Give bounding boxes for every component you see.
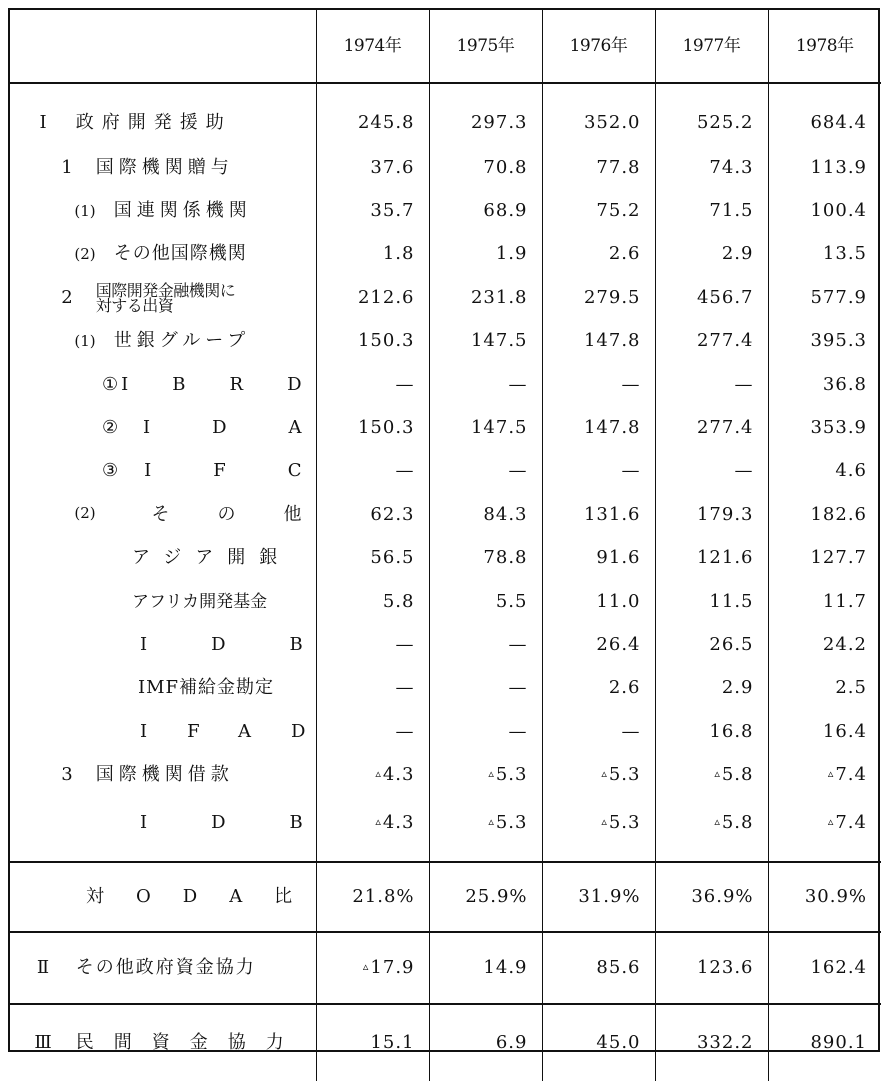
row-label bbox=[10, 320, 316, 363]
cell-value: 279.5 bbox=[542, 276, 655, 319]
cell-value: 162.4 bbox=[768, 932, 881, 1004]
cell-value: 179.3 bbox=[655, 493, 768, 536]
cell-value: 577.9 bbox=[768, 276, 881, 319]
table-row bbox=[10, 797, 881, 862]
row-label bbox=[10, 276, 316, 319]
row-text: 民間資金協力 bbox=[75, 1031, 304, 1053]
row-number: 3 bbox=[61, 764, 73, 786]
table-row bbox=[10, 233, 881, 276]
row-text: IFC bbox=[144, 460, 364, 482]
cell-value: 147.5 bbox=[429, 406, 542, 449]
row-number: Ⅲ bbox=[34, 1031, 52, 1053]
cell-value: 45.0 bbox=[542, 1004, 655, 1081]
cell-value: — bbox=[542, 363, 655, 406]
cell-value: 297.3 bbox=[429, 83, 542, 146]
cell-number: 5.8 bbox=[721, 811, 754, 833]
cell-value: 35.7 bbox=[316, 189, 429, 232]
table-row bbox=[10, 862, 881, 932]
cell-value: 212.6 bbox=[316, 276, 429, 319]
cell-value: 456.7 bbox=[655, 276, 768, 319]
row-text: 国連関係機関 bbox=[113, 200, 252, 222]
row-number: ① bbox=[102, 373, 119, 395]
cell-value: 2.6 bbox=[542, 233, 655, 276]
row-label bbox=[10, 406, 364, 449]
cell-value: 26.4 bbox=[542, 623, 655, 666]
cell-value: 5.8 bbox=[316, 580, 429, 623]
row-text: アフリカ開発基金 bbox=[132, 591, 268, 612]
cell-value-negative bbox=[655, 753, 768, 796]
cell-value: 11.0 bbox=[542, 580, 655, 623]
table-row bbox=[10, 932, 881, 1004]
cell-value: — bbox=[316, 710, 429, 753]
row-number: ③ bbox=[102, 460, 119, 482]
cell-value: 75.2 bbox=[542, 189, 655, 232]
negative-mark: ▵ bbox=[488, 767, 495, 781]
cell-number: 5.3 bbox=[608, 811, 641, 833]
cell-value: 70.8 bbox=[429, 146, 542, 189]
cell-value: 11.5 bbox=[655, 580, 768, 623]
cell-value: — bbox=[429, 623, 542, 666]
cell-value: 15.1 bbox=[316, 1004, 429, 1081]
negative-mark: ▵ bbox=[375, 814, 382, 828]
cell-value: 352.0 bbox=[542, 83, 655, 146]
negative-mark: ▵ bbox=[601, 814, 608, 828]
row-label-spread bbox=[72, 503, 350, 525]
row-label bbox=[10, 233, 316, 276]
header-blank bbox=[10, 10, 316, 83]
row-text: 国際機関借款 bbox=[95, 764, 234, 786]
cell-value: 85.6 bbox=[542, 932, 655, 1004]
cell-value: 1.9 bbox=[429, 233, 542, 276]
negative-mark: ▵ bbox=[714, 814, 721, 828]
cell-value: 62.3 bbox=[316, 493, 429, 536]
header-year: 1974年 bbox=[316, 10, 429, 83]
cell-value: 2.9 bbox=[655, 667, 768, 710]
row-label bbox=[10, 753, 316, 796]
table-row bbox=[10, 83, 881, 146]
cell-value-negative bbox=[429, 753, 542, 796]
header-year: 1976年 bbox=[542, 10, 655, 83]
cell-value: 890.1 bbox=[768, 1004, 881, 1081]
table-row bbox=[10, 710, 881, 753]
table-row bbox=[10, 580, 881, 623]
row-text-line1: 国際開発金融機関に bbox=[95, 280, 236, 300]
cell-value: 1.8 bbox=[316, 233, 429, 276]
oda-ratio-section bbox=[10, 862, 881, 932]
row-number: 2 bbox=[61, 286, 73, 308]
row-text: IDB bbox=[140, 633, 367, 655]
cell-value: 245.8 bbox=[316, 83, 429, 146]
cell-value: 5.5 bbox=[429, 580, 542, 623]
cell-number: 5.8 bbox=[721, 764, 754, 786]
table-row bbox=[10, 276, 881, 319]
cell-value: 37.6 bbox=[316, 146, 429, 189]
cell-value: 121.6 bbox=[655, 537, 768, 580]
cell-value: 24.2 bbox=[768, 623, 881, 666]
cell-value: 123.6 bbox=[655, 932, 768, 1004]
cell-value-negative bbox=[542, 797, 655, 862]
row-text: その他国際機関 bbox=[113, 243, 247, 265]
cell-value: — bbox=[429, 667, 542, 710]
header-year: 1977年 bbox=[655, 10, 768, 83]
cell-value: 150.3 bbox=[316, 320, 429, 363]
table-row bbox=[10, 1004, 881, 1081]
negative-mark: ▵ bbox=[375, 767, 382, 781]
row-text-line2: 対する出資 bbox=[95, 295, 174, 315]
row-text: その他 bbox=[151, 503, 350, 525]
cell-value: 16.8 bbox=[655, 710, 768, 753]
cell-value-negative bbox=[768, 797, 881, 862]
cell-percent: 25.9% bbox=[429, 862, 542, 932]
row-number: ② bbox=[102, 417, 119, 439]
row-text: 国際機関贈与 bbox=[95, 156, 234, 178]
other-gov-section bbox=[10, 932, 881, 1004]
cell-value-negative bbox=[316, 753, 429, 796]
cell-value: 113.9 bbox=[768, 146, 881, 189]
cell-value: — bbox=[316, 623, 429, 666]
cell-value: 13.5 bbox=[768, 233, 881, 276]
table-row bbox=[10, 406, 881, 449]
row-text: IDA bbox=[142, 417, 364, 439]
table-row bbox=[10, 623, 881, 666]
cell-number: 7.4 bbox=[835, 811, 867, 833]
cell-value: 68.9 bbox=[429, 189, 542, 232]
table-row bbox=[10, 320, 881, 363]
table-row bbox=[10, 537, 881, 580]
row-label bbox=[10, 493, 350, 536]
row-label bbox=[10, 146, 316, 189]
row-label bbox=[10, 537, 316, 580]
header-year: 1978年 bbox=[768, 10, 881, 83]
row-number: (1) bbox=[74, 202, 96, 221]
negative-mark: ▵ bbox=[714, 767, 721, 781]
cell-percent: 36.9% bbox=[655, 862, 768, 932]
cell-value: 6.9 bbox=[429, 1004, 542, 1081]
table-row bbox=[10, 363, 881, 406]
row-label bbox=[10, 797, 367, 862]
cell-number: 7.4 bbox=[835, 764, 867, 786]
table-row bbox=[10, 146, 881, 189]
cell-value: 14.9 bbox=[429, 932, 542, 1004]
row-label bbox=[10, 450, 364, 493]
cell-value: 84.3 bbox=[429, 493, 542, 536]
row-label-spread bbox=[102, 373, 346, 395]
row-label bbox=[10, 189, 316, 232]
row-label bbox=[10, 862, 325, 932]
cell-value-negative bbox=[316, 932, 429, 1004]
table-row bbox=[10, 493, 881, 536]
cell-value: — bbox=[316, 363, 429, 406]
negative-mark: ▵ bbox=[827, 814, 835, 828]
cell-value: 56.5 bbox=[316, 537, 429, 580]
row-label-spread bbox=[102, 417, 364, 439]
cell-value: 182.6 bbox=[768, 493, 881, 536]
cell-value: 332.2 bbox=[655, 1004, 768, 1081]
table-row bbox=[10, 450, 881, 493]
row-text: IDB bbox=[140, 811, 367, 833]
cell-value: — bbox=[429, 710, 542, 753]
cell-percent: 30.9% bbox=[768, 862, 881, 932]
cell-value: 100.4 bbox=[768, 189, 881, 232]
row-text-two-line bbox=[95, 280, 236, 315]
row-number: (2) bbox=[74, 503, 96, 522]
row-text: IFAD bbox=[140, 720, 346, 742]
negative-mark: ▵ bbox=[827, 767, 835, 781]
cell-value: 77.8 bbox=[542, 146, 655, 189]
row-label bbox=[10, 710, 346, 753]
main-rows bbox=[10, 83, 881, 862]
cell-value: 147.5 bbox=[429, 320, 542, 363]
cell-value: 36.8 bbox=[768, 363, 881, 406]
cell-value: — bbox=[429, 363, 542, 406]
row-label bbox=[10, 1004, 316, 1081]
row-text: アジア開銀 bbox=[132, 547, 292, 569]
row-number: (1) bbox=[74, 332, 96, 351]
cell-value: 2.6 bbox=[542, 667, 655, 710]
cell-value: 395.3 bbox=[768, 320, 881, 363]
cell-value: 131.6 bbox=[542, 493, 655, 536]
cell-value: — bbox=[316, 667, 429, 710]
cell-value: 277.4 bbox=[655, 320, 768, 363]
cell-value: — bbox=[542, 710, 655, 753]
table-row bbox=[10, 189, 881, 232]
cell-value: 91.6 bbox=[542, 537, 655, 580]
header-year: 1975年 bbox=[429, 10, 542, 83]
row-text: 政府開発援助 bbox=[75, 112, 232, 133]
data-table-frame bbox=[8, 8, 880, 1052]
oda-table bbox=[10, 10, 881, 1081]
cell-value: 2.5 bbox=[768, 667, 881, 710]
cell-value: 127.7 bbox=[768, 537, 881, 580]
negative-mark: ▵ bbox=[488, 814, 495, 828]
row-label-spread bbox=[102, 460, 364, 482]
cell-value: — bbox=[542, 450, 655, 493]
row-number: Ⅰ bbox=[39, 112, 47, 133]
row-label bbox=[10, 623, 367, 666]
negative-mark: ▵ bbox=[601, 767, 608, 781]
row-number: Ⅱ bbox=[36, 956, 50, 978]
cell-value-negative bbox=[542, 753, 655, 796]
cell-value: 16.4 bbox=[768, 710, 881, 753]
row-text: IBRD bbox=[121, 373, 346, 395]
row-number: 1 bbox=[61, 156, 73, 178]
row-label bbox=[10, 363, 346, 406]
cell-value: — bbox=[429, 450, 542, 493]
cell-value: 684.4 bbox=[768, 83, 881, 146]
table-row bbox=[10, 667, 881, 710]
cell-value: 2.9 bbox=[655, 233, 768, 276]
cell-percent: 31.9% bbox=[542, 862, 655, 932]
table-row bbox=[10, 753, 881, 796]
cell-value: 147.8 bbox=[542, 406, 655, 449]
row-text: IMF補給金勘定 bbox=[138, 677, 275, 699]
cell-value: — bbox=[655, 363, 768, 406]
cell-value-negative bbox=[768, 753, 881, 796]
cell-number: 4.3 bbox=[382, 811, 415, 833]
cell-number: 5.3 bbox=[608, 764, 641, 786]
row-number: (2) bbox=[74, 245, 96, 264]
cell-value: 353.9 bbox=[768, 406, 881, 449]
cell-value: 150.3 bbox=[316, 406, 429, 449]
cell-value: 525.2 bbox=[655, 83, 768, 146]
cell-number: 4.3 bbox=[382, 764, 415, 786]
cell-value: 4.6 bbox=[768, 450, 881, 493]
cell-value: 277.4 bbox=[655, 406, 768, 449]
cell-value-negative bbox=[655, 797, 768, 862]
negative-mark: ▵ bbox=[362, 959, 370, 973]
header-row bbox=[10, 10, 881, 83]
cell-value: 231.8 bbox=[429, 276, 542, 319]
cell-value: 74.3 bbox=[655, 146, 768, 189]
private-section bbox=[10, 1004, 881, 1081]
row-text: 対ODA比 bbox=[86, 885, 325, 907]
row-text: 世銀グループ bbox=[113, 330, 251, 352]
cell-value: 11.7 bbox=[768, 580, 881, 623]
cell-value: 78.8 bbox=[429, 537, 542, 580]
row-text: その他政府資金協力 bbox=[75, 956, 256, 978]
row-label bbox=[10, 667, 316, 710]
row-label bbox=[10, 83, 316, 146]
cell-number: 5.3 bbox=[495, 811, 528, 833]
row-label bbox=[10, 932, 316, 1004]
cell-number: 17.9 bbox=[370, 956, 415, 978]
cell-number: 5.3 bbox=[495, 764, 528, 786]
cell-value: 147.8 bbox=[542, 320, 655, 363]
cell-percent: 21.8% bbox=[316, 862, 429, 932]
cell-value-negative bbox=[429, 797, 542, 862]
cell-value: — bbox=[316, 450, 429, 493]
row-label bbox=[10, 580, 316, 623]
cell-value: 71.5 bbox=[655, 189, 768, 232]
cell-value: 26.5 bbox=[655, 623, 768, 666]
cell-value: — bbox=[655, 450, 768, 493]
